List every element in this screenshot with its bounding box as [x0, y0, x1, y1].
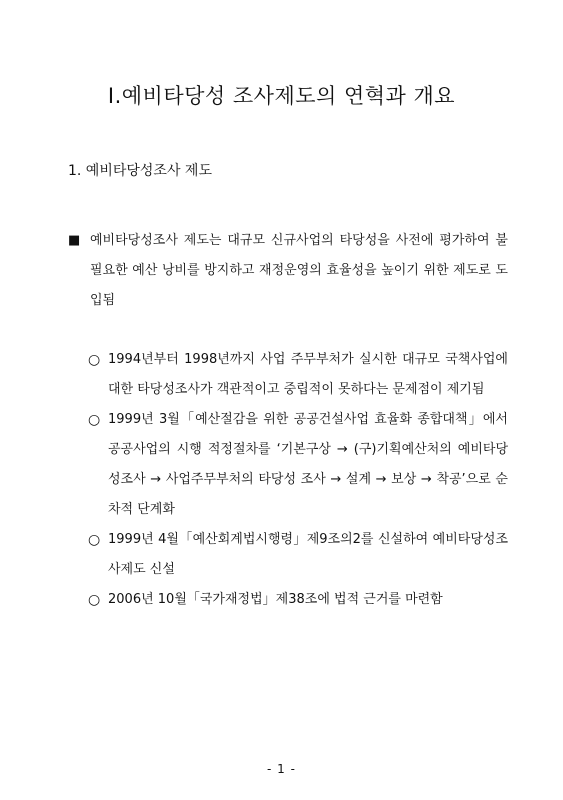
- sub-bullet-list: [88, 345, 508, 615]
- main-bullet-text: 예비타당성조사 제도는 대규모 신규사업의 타당성을 사전에 평가하여 불필요한 예산 낭비를 방지하고 재정운영의 효율성을 높이기 위한 제도로 도입됨: [90, 233, 508, 308]
- list-item-text: 1999년 4월「예산회계법시행령」제9조의2를 신설하여 예비타당성조사제도 신설: [108, 532, 508, 577]
- page-number: - 1 -: [267, 762, 296, 776]
- list-item-text: 2006년 10월「국가재정법」제38조에 법적 근거를 마련함: [108, 592, 443, 607]
- list-item: [88, 345, 508, 405]
- list-item-text: 1999년 3월「예산절감을 위한 공공건설사업 효율화 종합대책」에서 공공사업의 시행 적정절차를 ‘기본구상 → (구)기획예산처의 예비타당성조사 → 사업주무부처의 타당성 조사 → 설계 → 보상 → 착공’으로 순차적 단계화: [108, 412, 508, 517]
- circle-bullet-icon: ○: [88, 412, 101, 428]
- list-item: [88, 585, 508, 615]
- filled-square-bullet-icon: ■: [68, 233, 81, 248]
- list-item: [88, 405, 508, 525]
- chapter-title: Ⅰ.예비타당성 조사제도의 연혁과 개요: [107, 84, 456, 108]
- main-bullet-paragraph: [68, 226, 508, 316]
- circle-bullet-icon: ○: [88, 532, 101, 548]
- list-item: [88, 525, 508, 585]
- section-heading: 1. 예비타당성조사 제도: [68, 163, 212, 179]
- circle-bullet-icon: ○: [88, 592, 101, 608]
- circle-bullet-icon: ○: [88, 352, 101, 368]
- list-item-text: 1994년부터 1998년까지 사업 주무부처가 실시한 대규모 국책사업에 대한 타당성조사가 객관적이고 중립적이 못하다는 문제점이 제기됨: [108, 352, 508, 397]
